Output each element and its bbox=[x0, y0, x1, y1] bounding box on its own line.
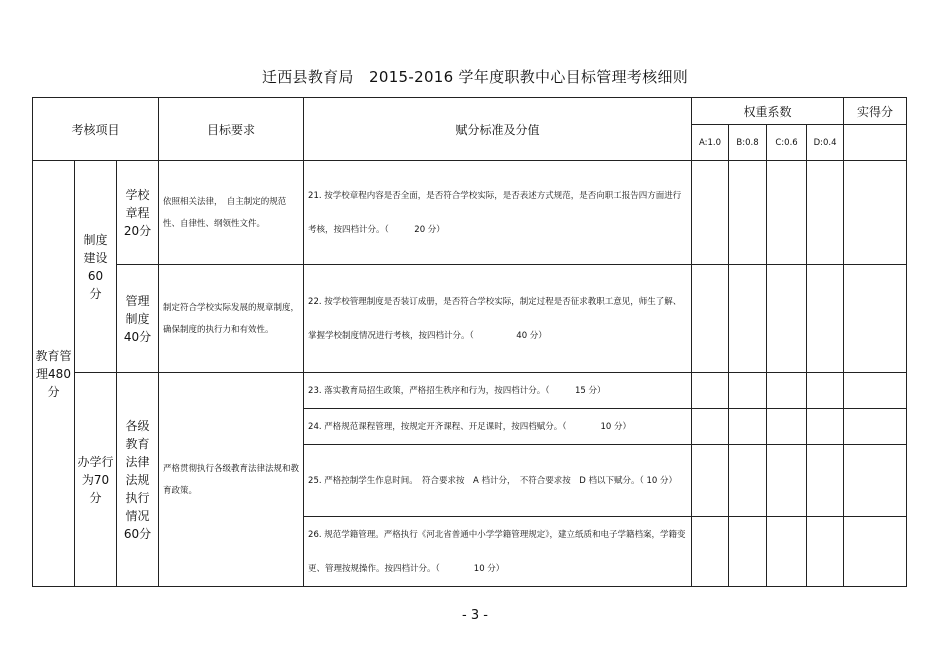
group-cell bbox=[75, 161, 117, 373]
weight-cell bbox=[807, 409, 844, 445]
group-label: 办学行为70分 bbox=[77, 454, 114, 505]
score-cell bbox=[844, 409, 907, 445]
header-requirement: 目标要求 bbox=[159, 98, 304, 161]
requirement-cell: 严格贯彻执行各级教育法律法规和教育政策。 bbox=[159, 373, 304, 587]
criteria-cell: 22. 按学校管理制度是否装订成册，是否符合学校实际，制定过程是否征求教职工意见，师生了解、掌握学校制度情况进行考核，按四档计分。（ 40 分） bbox=[304, 265, 692, 373]
group-cell bbox=[75, 373, 117, 587]
category-label: 教育管理480分 bbox=[35, 348, 72, 399]
weight-cell bbox=[692, 373, 729, 409]
score-cell bbox=[844, 517, 907, 587]
weight-cell bbox=[729, 445, 767, 517]
criteria-cell: 24. 严格规范课程管理，按规定开齐课程、开足课时，按四档赋分。（ 10 分） bbox=[304, 409, 692, 445]
weight-cell bbox=[767, 445, 807, 517]
weight-d: D:0.4 bbox=[807, 125, 844, 161]
weight-cell bbox=[767, 409, 807, 445]
item-cell bbox=[117, 373, 159, 587]
item-label: 管理制度40分 bbox=[123, 293, 152, 344]
weight-cell bbox=[692, 265, 729, 373]
score-cell bbox=[844, 265, 907, 373]
weight-cell bbox=[807, 265, 844, 373]
weight-a: A:1.0 bbox=[692, 125, 729, 161]
weight-cell bbox=[767, 265, 807, 373]
item-cell bbox=[117, 161, 159, 265]
weight-cell bbox=[729, 409, 767, 445]
score-cell bbox=[844, 445, 907, 517]
requirement-cell: 依照相关法律， 自主制定的规范性、自律性、纲领性文件。 bbox=[159, 161, 304, 265]
weight-cell bbox=[767, 517, 807, 587]
weight-cell bbox=[729, 265, 767, 373]
weight-cell bbox=[692, 445, 729, 517]
weight-cell bbox=[767, 373, 807, 409]
header-score: 实得分 bbox=[844, 98, 907, 125]
item-cell bbox=[117, 265, 159, 373]
header-row bbox=[33, 98, 907, 125]
assessment-table bbox=[32, 97, 907, 587]
header-weights: 权重系数 bbox=[692, 98, 844, 125]
criteria-cell: 23. 落实教育局招生政策，严格招生秩序和行为，按四档计分。（ 15 分） bbox=[304, 373, 692, 409]
header-criteria: 赋分标准及分值 bbox=[304, 98, 692, 161]
weight-cell bbox=[807, 445, 844, 517]
table-row bbox=[33, 265, 907, 373]
weight-cell bbox=[692, 161, 729, 265]
item-label: 学校章程20分 bbox=[123, 187, 152, 238]
weight-b: B:0.8 bbox=[729, 125, 767, 161]
score-cell-header bbox=[844, 125, 907, 161]
criteria-cell: 25. 严格控制学生作息时间。 符合要求按 A 档计分， 不符合要求按 D 档以下赋分。（ 10 分） bbox=[304, 445, 692, 517]
score-cell bbox=[844, 161, 907, 265]
item-label: 各级教育法律法规执行情况60分 bbox=[123, 418, 152, 541]
weight-cell bbox=[729, 373, 767, 409]
weight-cell bbox=[807, 517, 844, 587]
weight-cell bbox=[692, 409, 729, 445]
criteria-cell: 26. 规范学籍管理。严格执行《河北省普通中小学学籍管理规定》，建立纸质和电子学籍档案，学籍变更、管理按规操作。按四档计分。（ 10 分） bbox=[304, 517, 692, 587]
weight-cell bbox=[729, 161, 767, 265]
header-project: 考核项目 bbox=[33, 98, 159, 161]
requirement-cell: 制定符合学校实际发展的规章制度，确保制度的执行力和有效性。 bbox=[159, 265, 304, 373]
criteria-cell: 21. 按学校章程内容是否全面，是否符合学校实际，是否表述方式规范，是否向职工报告四方面进行考核，按四档计分。（ 20 分） bbox=[304, 161, 692, 265]
group-label: 制度建设60分 bbox=[83, 232, 108, 301]
table-row bbox=[33, 161, 907, 265]
weight-cell bbox=[807, 373, 844, 409]
score-cell bbox=[844, 373, 907, 409]
table-row bbox=[33, 373, 907, 409]
weight-c: C:0.6 bbox=[767, 125, 807, 161]
category-cell bbox=[33, 161, 75, 587]
weight-cell bbox=[767, 161, 807, 265]
weight-cell bbox=[692, 517, 729, 587]
weight-cell bbox=[729, 517, 767, 587]
weight-cell bbox=[807, 161, 844, 265]
page-number: - 3 - bbox=[462, 608, 488, 623]
document-title: 迁西县教育局 2015-2016 学年度职教中心目标管理考核细则 bbox=[261, 68, 689, 86]
